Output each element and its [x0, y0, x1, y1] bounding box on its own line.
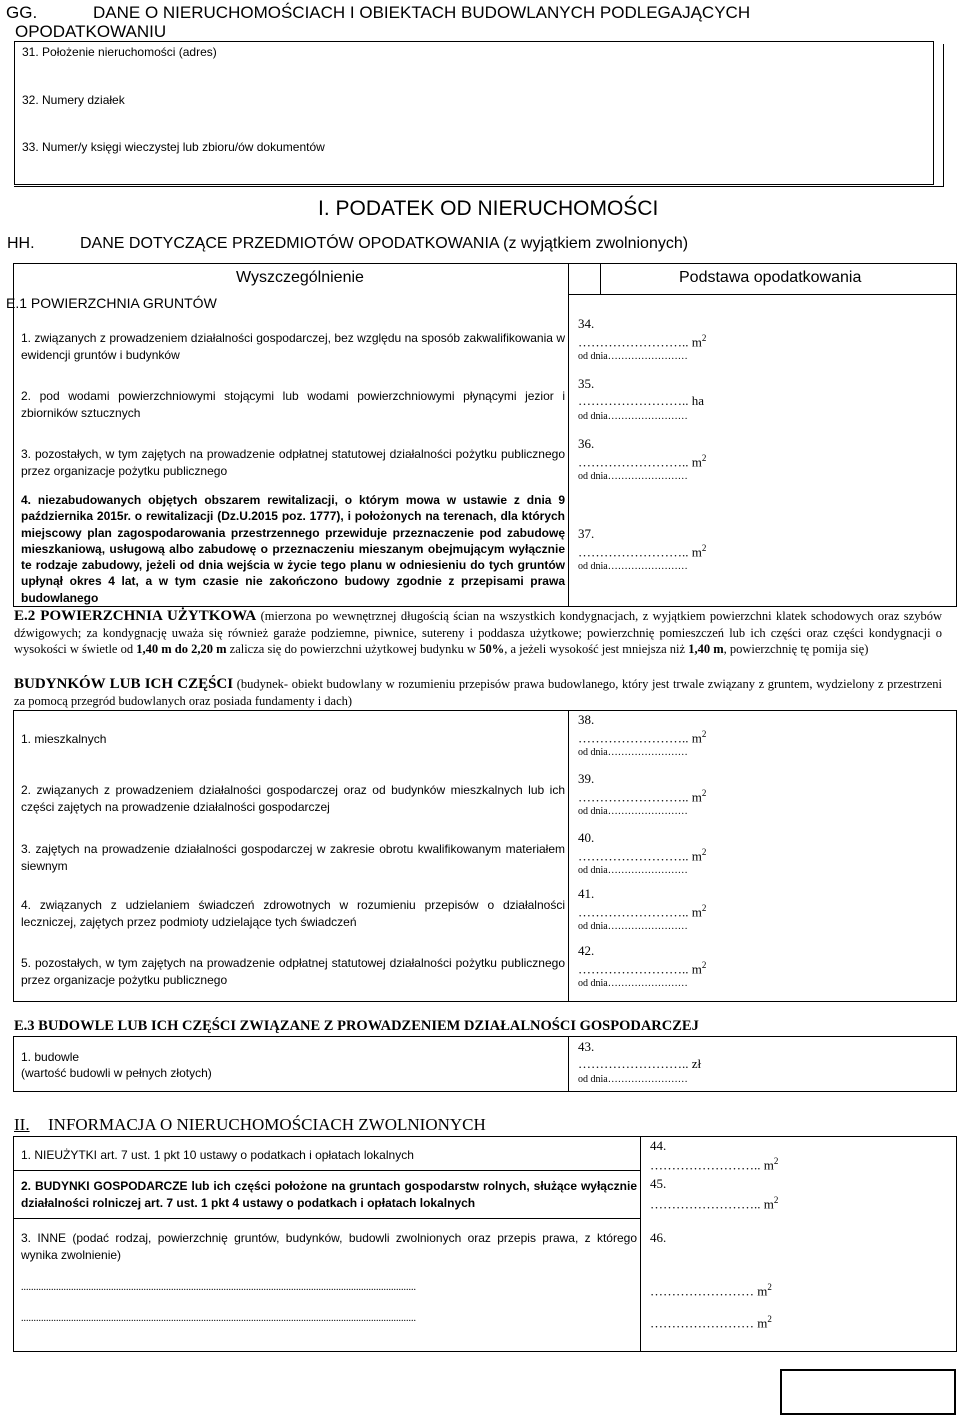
- field-36-dots: ……………………..: [578, 454, 689, 470]
- field-40-dots: ……………………..: [578, 848, 689, 864]
- field-36-unit: m: [691, 454, 702, 470]
- field-36-value[interactable]: [578, 453, 706, 470]
- e2-description: [14, 608, 942, 658]
- e2-title: E.2 POWIERZCHNIA UŻYTKOWA: [14, 608, 257, 624]
- header-spec: Wyszczególnienie: [236, 269, 364, 286]
- e1-row-4-label: 4. niezabudowanych objętych obszarem rewitalizacji, o którym mowa w ustawie z dnia 9 października 2015r. o rewitalizacji (Dz.U.2015 poz. 1777), i położonych na terenach, dla których miejscowy plan zagospodarowania przestrzennego przewiduje przeznaczenie pod zabudowę mieszkaniową, usługową albo zabudowę o przeznaczeniu mieszanym obejmującym wyłącznie te rodzaje zabudowy, jeżeli od dnia wejścia w życie tego planu w odniesieniu do tych gruntów upłynął okres 4 lat, a w tym czasie nie zakończono budowy zgodnie z przepisami prawa budowlanego: [21, 493, 565, 605]
- field-40-unit-exp: 2: [701, 847, 707, 857]
- e1-spec-inner-divider: [600, 263, 601, 294]
- field-37-dots: ……………………..: [578, 544, 689, 560]
- field-32-input[interactable]: [20, 110, 920, 136]
- field-45-dots: ……………………..: [650, 1196, 761, 1212]
- field-46-unit-2: m: [757, 1315, 768, 1331]
- field-35-dots: ……………………..: [578, 393, 689, 408]
- e2-column-divider: [568, 710, 569, 1002]
- field-35-value[interactable]: [578, 393, 704, 409]
- field-37-unit: m: [691, 544, 702, 560]
- field-44-dots: ……………………..: [650, 1157, 761, 1173]
- e2-desc-3: , a jeżeli wysokość jest mniejsza niż: [504, 642, 686, 656]
- field-41-unit: m: [691, 904, 702, 920]
- field-46-number: 46.: [650, 1230, 667, 1245]
- s2-row-2-label: 2. BUDYNKI GOSPODARCZE lub ich części położone na gruntach gospodarstw rolnych, służące wyłącznie działalności rolniczej art. 7 ust. 1 pkt 4 ustawy o podatkach i opłatach lokalnych: [21, 1179, 637, 1210]
- field-31-input[interactable]: [20, 62, 920, 88]
- field-33-label: 33. Numer/y księgi wieczystej lub zbioru/ów dokumentów: [22, 140, 325, 154]
- field-39-number: 39.: [578, 771, 595, 786]
- e2-v220: 2,20 m: [191, 642, 227, 656]
- e3-row-1-label-line1: 1. budowle: [21, 1050, 80, 1064]
- field-40-value[interactable]: [578, 847, 706, 864]
- e2-desc-1: (mierzona po wewnętrznej długością ścian na wszystkich kondygnacjach, z wyjątkiem powierzchni klatek schodowych oraz szybów dźwigowych; za kondygnację uważa się również garaże podziemne, piwnice, sutereny i poddasza użytkowe; powierzchnię pomieszczeń lub ich części oraz części kondygnacji o wysokości w świetle od: [14, 609, 942, 656]
- field-41-dots: ……………………..: [578, 904, 689, 920]
- field-42-unit: m: [691, 961, 702, 977]
- section-2-title-number: II.: [14, 1115, 30, 1134]
- field-46-value-2[interactable]: [650, 1314, 772, 1331]
- field-37-value[interactable]: [578, 543, 706, 560]
- field-34-unit: m: [691, 334, 702, 350]
- e3-column-divider: [568, 1036, 569, 1092]
- e2-do: do: [174, 642, 188, 656]
- gg-box-bottom-shadow: [14, 186, 944, 187]
- field-37-od-dnia[interactable]: od dnia……………………: [578, 561, 688, 572]
- field-45-unit-exp: 2: [773, 1195, 779, 1205]
- field-41-unit-exp: 2: [701, 903, 707, 913]
- field-43-unit: zł: [691, 1056, 702, 1071]
- field-44-unit: m: [763, 1157, 774, 1173]
- field-37-unit-exp: 2: [701, 543, 707, 553]
- field-36-unit-exp: 2: [701, 453, 707, 463]
- field-46-unit-1-exp: 2: [767, 1282, 772, 1292]
- field-32-label: 32. Numery działek: [22, 93, 125, 107]
- field-43-od-dnia[interactable]: od dnia……………………: [578, 1074, 688, 1085]
- field-34-dots: ……………………..: [578, 334, 689, 350]
- e1-row-1-label: 1. związanych z prowadzeniem działalności gospodarczej, bez względu na sposób zakwalifikowania w ewidencji gruntów i budynków: [21, 331, 565, 362]
- field-41-od-dnia[interactable]: od dnia……………………: [578, 921, 688, 932]
- e1-title: E.1 POWIERZCHNIA GRUNTÓW: [6, 295, 217, 311]
- section-1-title: I. PODATEK OD NIERUCHOMOŚCI: [318, 197, 659, 220]
- field-33-input[interactable]: [20, 156, 920, 182]
- field-35-unit: ha: [691, 393, 705, 408]
- field-34-od-dnia[interactable]: od dnia……………………: [578, 351, 688, 362]
- field-46-dots-2: ……………………: [650, 1315, 754, 1331]
- e2-row-2-label: 2. związanych z prowadzeniem działalności gospodarczej oraz od budynków mieszkalnych lub ich części zajętych na prowadzenie działalności gospodarczej: [21, 783, 565, 814]
- e1-row-2-label: 2. pod wodami powierzchniowymi stojącymi lub wodami powierzchniowymi płynącymi jezior i zbiorników sztucznych: [21, 389, 565, 420]
- field-38-unit-exp: 2: [701, 729, 707, 739]
- field-34-value[interactable]: [578, 333, 706, 350]
- e3-title: E.3 BUDOWLE LUB ICH CZĘŚCI ZWIĄZANE Z PROWADZENIEM DZIAŁALNOŚCI GOSPODARCZEJ: [14, 1018, 699, 1034]
- field-39-unit-exp: 2: [701, 788, 707, 798]
- field-42-value[interactable]: [578, 960, 706, 977]
- field-46-value-1[interactable]: [650, 1282, 772, 1299]
- field-35-od-dnia[interactable]: od dnia……………………: [578, 411, 688, 422]
- field-43-number: 43.: [578, 1039, 595, 1054]
- field-43-value[interactable]: [578, 1056, 701, 1072]
- field-31-label: 31. Położenie nieruchomości (adres): [22, 45, 217, 59]
- field-46-unit-2-exp: 2: [767, 1314, 772, 1324]
- field-38-dots: ……………………..: [578, 730, 689, 746]
- section-hh-title: DANE DOTYCZĄCE PRZEDMIOTÓW OPODATKOWANIA (z wyjątkiem zwolnionych): [80, 235, 689, 252]
- section-gg-letter: GG.: [6, 3, 38, 22]
- field-42-od-dnia[interactable]: od dnia……………………: [578, 978, 688, 989]
- field-40-number: 40.: [578, 830, 595, 845]
- field-34-unit-exp: 2: [701, 333, 707, 343]
- field-44-number: 44.: [650, 1138, 667, 1153]
- e2-v140: 1,40 m: [136, 642, 172, 656]
- e3-table: [13, 1036, 957, 1092]
- s2-row-3-line-2[interactable]: ..............................................................................................................................................................: [21, 1313, 416, 1324]
- s2-row-divider-1: [13, 1170, 640, 1171]
- e2-row-4-label: 4. związanych z udzielaniem świadczeń zdrowotnych w rozumieniu przepisów o działalności leczniczej, zajętych przez podmioty udzielające tych świadczeń: [21, 898, 565, 929]
- field-42-unit-exp: 2: [701, 960, 707, 970]
- section-hh-letter: HH.: [7, 235, 35, 252]
- field-46-dots-1: ……………………: [650, 1283, 754, 1299]
- field-38-value[interactable]: [578, 729, 706, 746]
- field-39-unit: m: [691, 789, 702, 805]
- field-38-number: 38.: [578, 712, 595, 727]
- field-36-od-dnia[interactable]: od dnia……………………: [578, 471, 688, 482]
- e2-buildings-desc: (budynek- obiekt budowlany w rozumieniu przepisów prawa budowlanego, który jest trwale związany z gruntem, wydzielony z przestrzeni za pomocą przegród budowlanych oraz posiada fundamenty i dach): [14, 677, 942, 708]
- e2-v140b: 1,40 m: [688, 642, 724, 656]
- e2-row-5-label: 5. pozostałych, w tym zajętych na prowadzenie odpłatnej statutowej działalności pożytku publicznego przez organizacje pożytku publicznego: [21, 956, 565, 987]
- e2-desc-2: zalicza się do powierzchni użytkowej budynku w: [229, 642, 477, 656]
- section-gg-title-line1: DANE O NIERUCHOMOŚCIACH I OBIEKTACH BUDOWLANYCH PODLEGAJĄCYCH: [93, 3, 751, 22]
- e2-buildings-title: BUDYNKÓW LUB ICH CZĘŚCI: [14, 676, 234, 692]
- field-44-unit-exp: 2: [773, 1156, 779, 1166]
- section-gg-title-line2: OPODATKOWANIU: [15, 22, 167, 41]
- gg-box-right-shadow: [943, 44, 944, 186]
- page-number-box: [780, 1369, 956, 1415]
- e2-desc-4: , powierzchnię tę pomija się): [723, 642, 869, 656]
- e3-row-1-label-line2: (wartość budowli w pełnych złotych): [21, 1066, 212, 1080]
- field-39-od-dnia[interactable]: od dnia……………………: [578, 806, 688, 817]
- field-40-unit: m: [691, 848, 702, 864]
- field-39-value[interactable]: [578, 788, 706, 805]
- header-basis: Podstawa opodatkowania: [679, 269, 862, 286]
- field-42-number: 42.: [578, 943, 595, 958]
- e1-column-divider: [568, 263, 569, 607]
- s2-column-divider: [640, 1136, 641, 1352]
- s2-row-3-line-1[interactable]: ..............................................................................................................................................................: [21, 1282, 416, 1293]
- field-35-number: 35.: [578, 376, 595, 391]
- e1-row-3-label: 3. pozostałych, w tym zajętych na prowadzenie odpłatnej statutowej działalności pożytku publicznego przez organizacje pożytku publicznego: [21, 447, 565, 478]
- field-40-od-dnia[interactable]: od dnia……………………: [578, 865, 688, 876]
- field-41-value[interactable]: [578, 903, 706, 920]
- field-36-number: 36.: [578, 436, 595, 451]
- e2-buildings-description: [14, 676, 942, 709]
- e2-row-3-label: 3. zajętych na prowadzenie działalności gospodarczej w zakresie obrotu kwalifikowanym materiałem siewnym: [21, 842, 565, 873]
- s2-row-1-label: 1. NIEUŻYTKI art. 7 ust. 1 pkt 10 ustawy o podatkach i opłatach lokalnych: [21, 1148, 414, 1162]
- field-45-unit: m: [763, 1196, 774, 1212]
- field-39-dots: ……………………..: [578, 789, 689, 805]
- s2-row-3-label: 3. INNE (podać rodzaj, powierzchnię gruntów, budynków, budowli zwolnionych oraz przepis prawa, z którego wynika zwolnienie): [21, 1231, 637, 1262]
- section-2-title: INFORMACJA O NIERUCHOMOŚCIACH ZWOLNIONYCH: [48, 1115, 486, 1134]
- field-42-dots: ……………………..: [578, 961, 689, 977]
- e1-header-divider-right: [568, 294, 957, 295]
- e2-row-1-label: 1. mieszkalnych: [21, 732, 107, 746]
- s2-row-divider-2: [13, 1218, 640, 1219]
- field-38-unit: m: [691, 730, 702, 746]
- field-41-number: 41.: [578, 886, 595, 901]
- e2-v50: 50%: [479, 642, 505, 656]
- field-46-unit-1: m: [757, 1283, 768, 1299]
- field-44-value[interactable]: [650, 1156, 778, 1173]
- field-37-number: 37.: [578, 526, 595, 541]
- field-45-number: 45.: [650, 1176, 667, 1191]
- field-34-number: 34.: [578, 316, 595, 331]
- field-45-value[interactable]: [650, 1195, 778, 1212]
- field-43-dots: ……………………..: [578, 1056, 689, 1071]
- field-38-od-dnia[interactable]: od dnia……………………: [578, 747, 688, 758]
